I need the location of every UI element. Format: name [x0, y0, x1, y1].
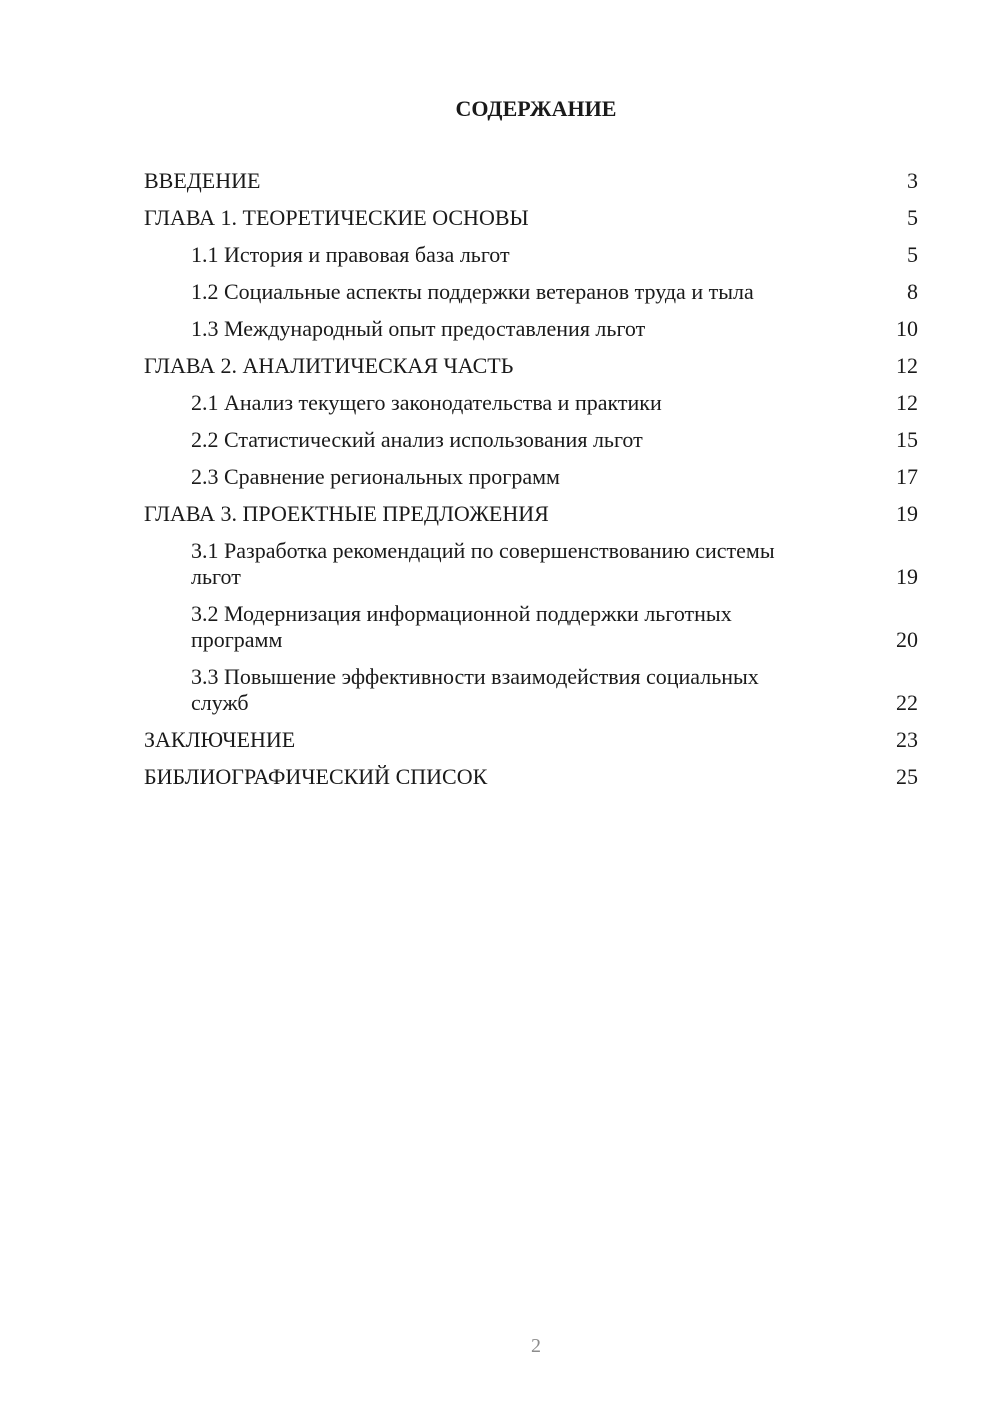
toc-entry[interactable] [144, 390, 918, 416]
toc-entry[interactable] [144, 764, 918, 790]
toc-entry[interactable] [144, 501, 918, 527]
toc-entry-page: 12 [896, 390, 918, 415]
toc-entry-title: 1.1 История и правовая база льгот [191, 242, 510, 267]
toc-entry-page: 10 [896, 316, 918, 341]
toc-entry[interactable] [144, 464, 918, 490]
page-title: СОДЕРЖАНИЕ [455, 96, 617, 121]
toc-entry-page: 20 [896, 627, 918, 652]
toc-entry[interactable] [144, 727, 918, 753]
toc-entry[interactable] [144, 353, 918, 379]
toc-entry-page: 25 [896, 764, 918, 789]
toc-entry-page: 15 [896, 427, 918, 452]
toc-entry-title: ЗАКЛЮЧЕНИЕ [144, 727, 296, 752]
toc-entry-title: ГЛАВА 2. АНАЛИТИЧЕСКАЯ ЧАСТЬ [144, 353, 514, 378]
toc-entry-title: 3.2 Модернизация информационной поддержки льготных программ [191, 601, 732, 652]
toc-entry[interactable] [144, 168, 918, 194]
toc-entry-title: 3.1 Разработка рекомендаций по совершенствованию системы льгот [191, 538, 775, 589]
toc-entry-page: 5 [907, 205, 918, 230]
page-number: 2 [531, 1335, 541, 1357]
toc-entry-title: 1.2 Социальные аспекты поддержки ветеранов труда и тыла [191, 279, 754, 304]
toc-entry-page: 23 [896, 727, 918, 752]
toc-entry[interactable] [144, 601, 918, 653]
toc-entry[interactable] [144, 316, 918, 342]
toc-entry-title: 2.2 Статистический анализ использования льгот [191, 427, 643, 452]
toc-entry-title: 2.3 Сравнение региональных программ [191, 464, 560, 489]
toc-entry-page: 3 [907, 168, 918, 193]
toc-entry-title: БИБЛИОГРАФИЧЕСКИЙ СПИСОК [144, 764, 488, 789]
toc-entry-title: 2.1 Анализ текущего законодательства и практики [191, 390, 662, 415]
toc-entry-title: ГЛАВА 3. ПРОЕКТНЫЕ ПРЕДЛОЖЕНИЯ [144, 501, 549, 526]
toc-entry-page: 17 [896, 464, 918, 489]
toc-entry-title: 3.3 Повышение эффективности взаимодействия социальных служб [191, 664, 759, 715]
toc-entry[interactable] [144, 664, 918, 716]
toc-entry-page: 19 [896, 501, 918, 526]
toc-entry-title: ВВЕДЕНИЕ [144, 168, 261, 193]
toc-entry-title: 1.3 Международный опыт предоставления льгот [191, 316, 646, 341]
toc-entry-title: ГЛАВА 1. ТЕОРЕТИЧЕСКИЕ ОСНОВЫ [144, 205, 529, 230]
toc-entry[interactable] [144, 538, 918, 590]
toc-entry[interactable] [144, 242, 918, 268]
toc-entry-page: 19 [896, 564, 918, 589]
toc-entry-page: 8 [907, 279, 918, 304]
toc-entry-page: 12 [896, 353, 918, 378]
toc-entry[interactable] [144, 279, 918, 305]
toc-entry[interactable] [144, 205, 918, 231]
toc-entry-page: 22 [896, 690, 918, 715]
table-of-contents [144, 168, 918, 801]
toc-entry[interactable] [144, 427, 918, 453]
toc-entry-page: 5 [907, 242, 918, 267]
